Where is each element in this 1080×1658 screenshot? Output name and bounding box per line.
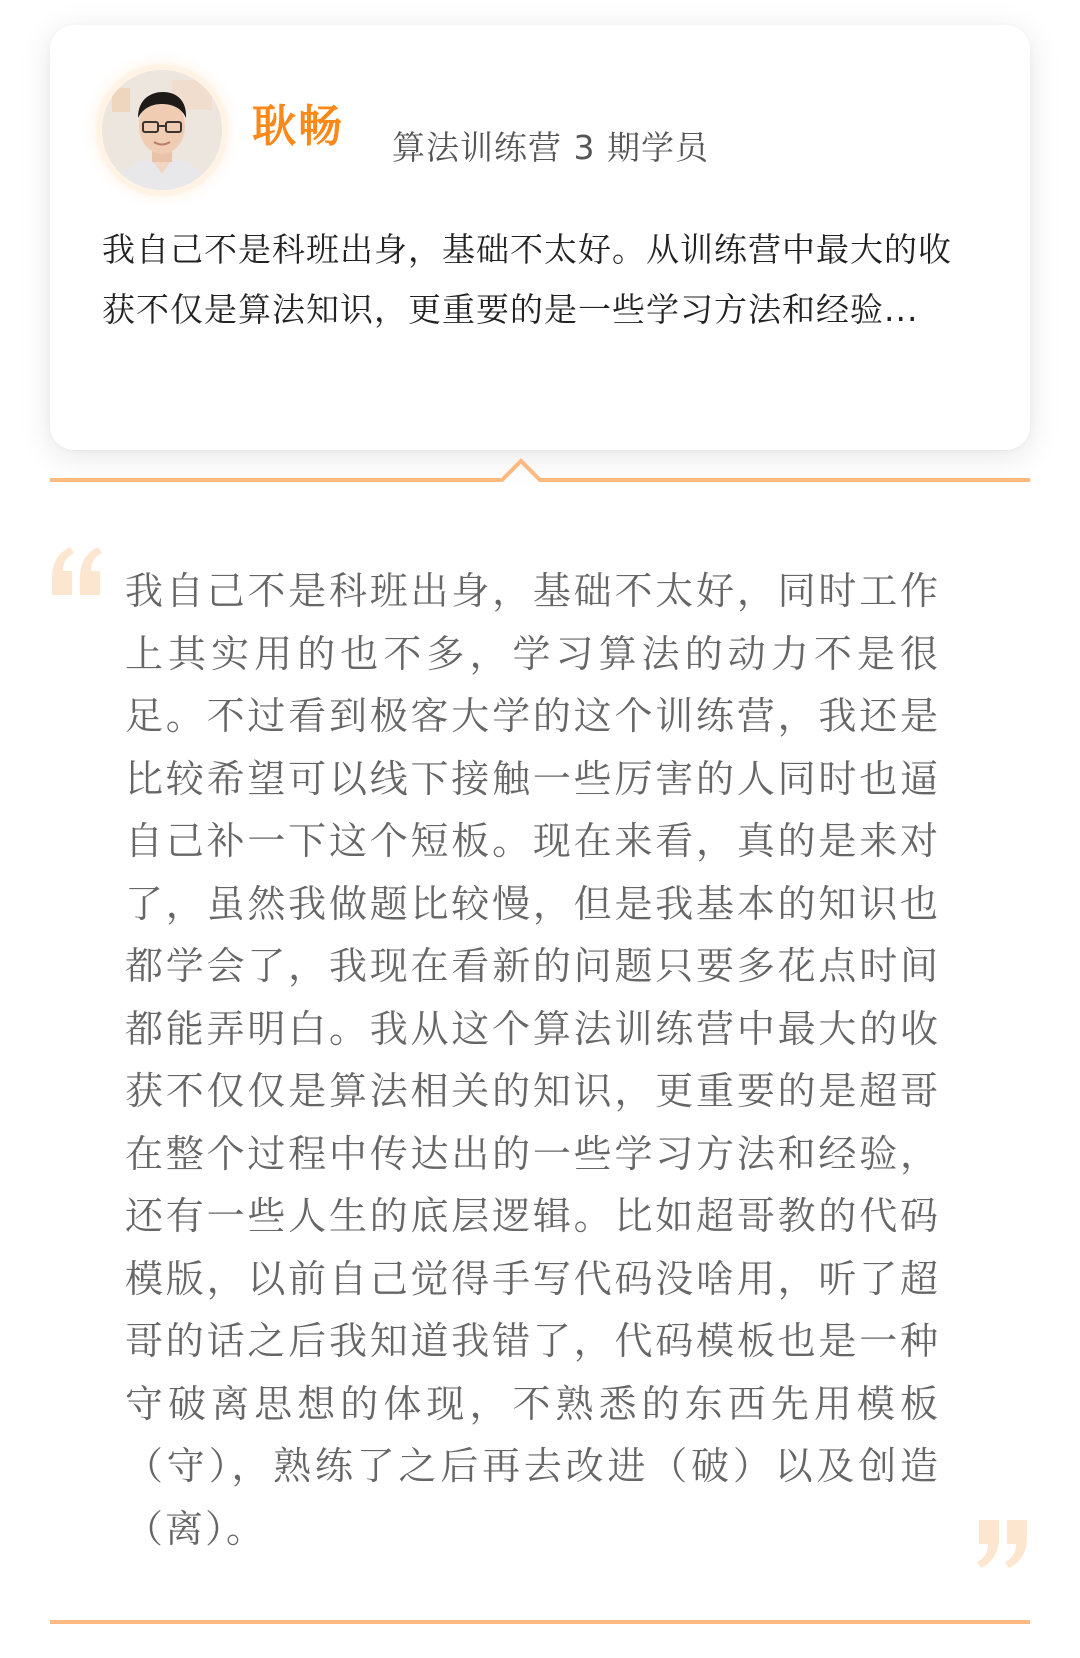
avatar-photo <box>102 70 222 190</box>
avatar <box>102 70 222 190</box>
divider-with-pointer <box>50 456 1030 484</box>
quote-open-icon <box>48 545 104 597</box>
student-subtitle: 算法训练营 3 期学员 <box>392 128 709 167</box>
testimonial-excerpt: 我自己不是科班出身，基础不太好。从训练营中最大的收获不仅是算法知识，更重要的是一些学习方法和经验... <box>102 230 952 329</box>
divider-bottom <box>50 1620 1030 1624</box>
testimonial-card[interactable] <box>50 25 1030 450</box>
caret-up-icon <box>50 461 1030 480</box>
testimonial-full-text: 我自己不是科班出身，基础不太好，同时工作上其实用的也不多，学习算法的动力不是很足。不过看到极客大学的这个训练营，我还是比较希望可以线下接触一些厉害的人同时也逼自己补一下这个短板。现在来看，真的是来对了，虽然我做题比较慢，但是我基本的知识也都学会了，我现在看新的问题只要多花点时间都能弄明白。我从这个算法训练营中最大的收获不仅仅是算法相关的知识，更重要的是超哥在整个过程中传达出的一些学习方法和经验，还有一些人生的底层逻辑。比如超哥教的代码模版，以前自己觉得手写代码没啥用，听了超哥的话之后我知道我错了，代码模板也是一种守破离思想的体现，不熟悉的东西先用模板（守），熟练了之后再去改进（破）以及创造（离）。 <box>125 569 940 1551</box>
student-name: 耿畅 <box>252 101 344 152</box>
quote-close-icon <box>975 1518 1031 1570</box>
